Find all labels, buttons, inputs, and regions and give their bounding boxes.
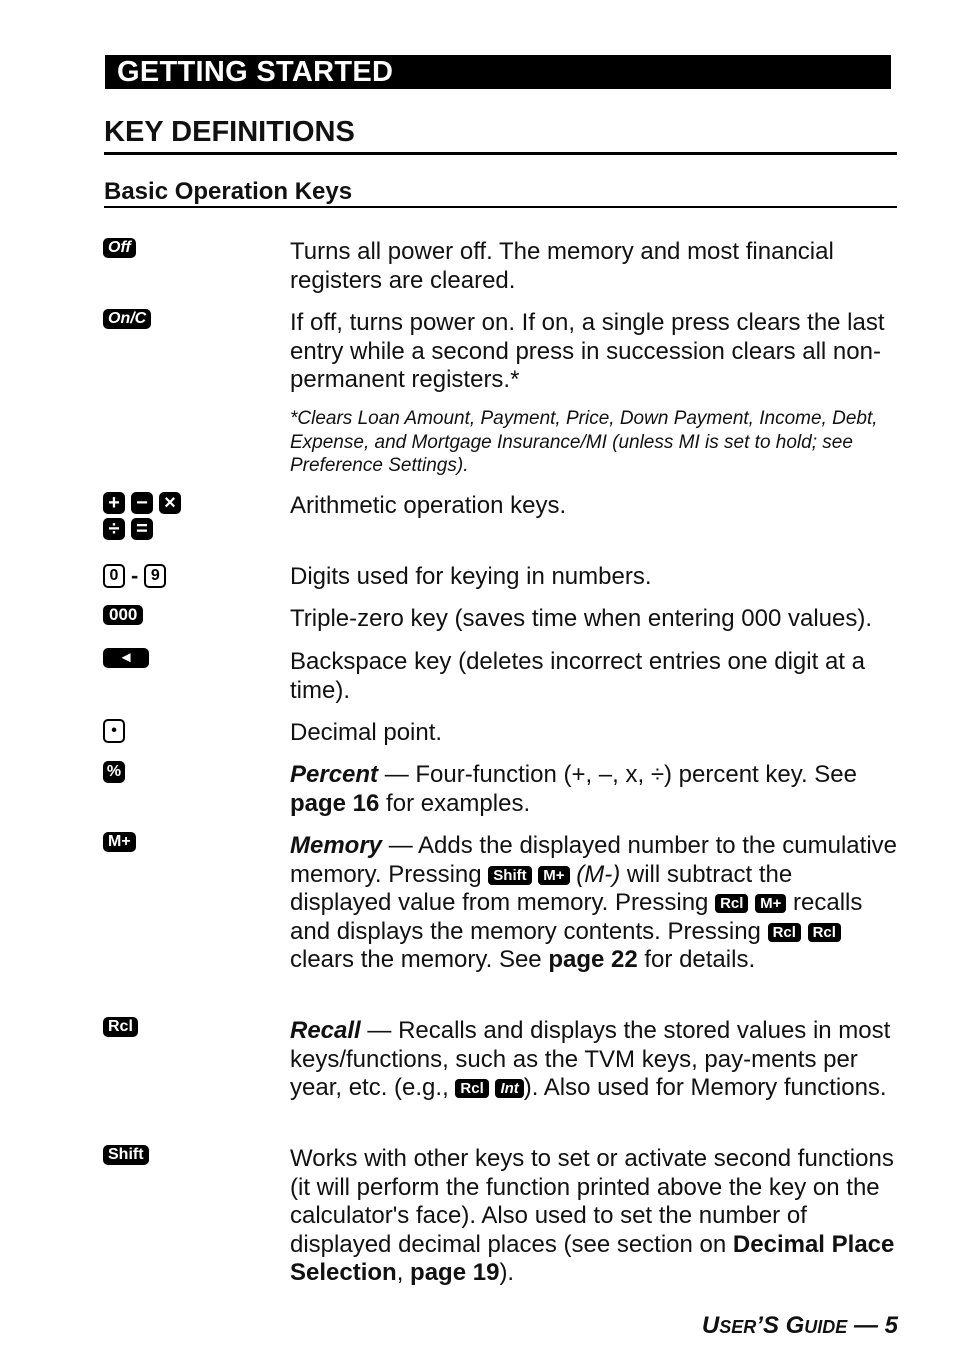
- recall-text2: ). Also used for Memory functions.: [523, 1074, 887, 1102]
- mplus-key-icon: M+: [538, 866, 569, 885]
- percent-text1: Four-function (+, –, x, ÷) percent key. See: [415, 761, 857, 788]
- footer-g: G: [785, 1312, 805, 1339]
- mplus-key-icon: M+: [103, 832, 136, 852]
- arith-description: Arithmetic operation keys.: [290, 492, 567, 519]
- key-cell: [103, 563, 166, 589]
- rcl-key-icon: Rcl: [715, 894, 748, 913]
- triple-zero-key-icon: 000: [103, 605, 143, 625]
- footer-uide: UIDE: [804, 1317, 848, 1337]
- memory-sep: —: [382, 832, 419, 859]
- digits-description: Digits used for keying in numbers.: [290, 563, 652, 590]
- nine-key-icon: 9: [144, 564, 166, 588]
- footer-u: U: [701, 1312, 720, 1339]
- plus-key-icon: +: [103, 492, 125, 514]
- recall-description: [290, 1017, 900, 1103]
- key-cell: [103, 761, 125, 783]
- onc-footnote: *Clears Loan Amount, Payment, Price, Down Payment, Income, Debt, Expense, and Mortgage Insurance/MI (unless MI is set to hold; see Preference Settings).: [290, 407, 878, 477]
- percent-description: [290, 761, 900, 818]
- minus-key-icon: −: [131, 492, 153, 514]
- mminus-label: (M-): [576, 860, 621, 888]
- shift-text1: Works with other keys to set or activate second functions (it will perform the function printed above the key on the calculator's face). Also used to set the number of displayed decimal places (see section on: [290, 1145, 894, 1258]
- memory-text2: will subtract the displayed value from memory. Pressing: [290, 860, 793, 917]
- key-cell: [103, 238, 136, 258]
- key-cell: [103, 832, 136, 852]
- decimal-key-icon: •: [103, 719, 125, 743]
- recall-sep: —: [360, 1017, 399, 1044]
- memory-text1: Adds the displayed number to the cumulative memory. Pressing: [290, 832, 897, 888]
- percent-page-ref: page 16: [290, 789, 380, 817]
- page-footer: [702, 1312, 898, 1340]
- off-key-icon: Off: [103, 238, 136, 258]
- key-cell: [103, 309, 151, 329]
- percent-text2: for examples.: [379, 789, 531, 817]
- int-key-icon: Int: [495, 1079, 523, 1098]
- recall-term: Recall: [290, 1017, 361, 1044]
- memory-page-ref: page 22: [548, 946, 638, 974]
- onc-description: [290, 309, 900, 478]
- shift-description: [290, 1145, 900, 1288]
- arith-key-group: [103, 492, 187, 540]
- percent-key-icon: %: [103, 761, 125, 783]
- off-description: Turns all power off. The memory and most financial registers are cleared.: [290, 238, 834, 294]
- decimal-description: Decimal point.: [290, 719, 443, 746]
- backspace-key-icon: ◄: [103, 648, 149, 668]
- equals-key-icon: =: [131, 518, 153, 540]
- title-divider: [104, 152, 897, 155]
- key-cell: [103, 1145, 149, 1165]
- onc-text: If off, turns power on. If on, a single press clears the last entry while a second press in succession clears all non-permanent registers.*: [290, 309, 885, 394]
- memory-text5: for details.: [637, 946, 756, 974]
- footer-apos: ’S: [756, 1312, 786, 1339]
- key-cell: [103, 605, 143, 625]
- subsection-divider: [104, 206, 897, 208]
- times-key-icon: ×: [159, 492, 181, 514]
- shift-key-icon: Shift: [103, 1145, 149, 1165]
- divide-key-icon: ÷: [103, 518, 125, 540]
- rcl-key-icon: Rcl: [455, 1079, 488, 1098]
- shift-key-icon: Shift: [488, 866, 531, 885]
- triple-zero-description: Triple-zero key (saves time when entering 000 values).: [290, 605, 873, 632]
- percent-sep: —: [378, 761, 416, 788]
- key-cell: [103, 648, 149, 668]
- digits-range-dash: -: [131, 563, 139, 588]
- recall-text1: Recalls and displays the stored values in most keys/functions, such as the TVM keys, pay-ments per year, etc. (e.g.,: [290, 1017, 891, 1102]
- rcl-key-icon: Rcl: [808, 923, 841, 942]
- onc-key-icon: On/C: [103, 309, 151, 329]
- shift-section-ref: Decimal Place Selection: [290, 1230, 895, 1287]
- footer-ser: SER: [719, 1317, 757, 1337]
- key-cell: [103, 1017, 138, 1037]
- page-title: KEY DEFINITIONS: [104, 116, 355, 148]
- backspace-description: Backspace key (deletes incorrect entries one digit at a time).: [290, 648, 865, 704]
- shift-page-ref: page 19: [410, 1259, 500, 1287]
- section-header: GETTING STARTED: [105, 55, 891, 89]
- rcl-key-icon: Rcl: [103, 1017, 138, 1037]
- percent-term: Percent: [290, 761, 379, 788]
- memory-description: [290, 832, 900, 975]
- memory-text4: clears the memory. See: [290, 946, 549, 974]
- zero-key-icon: 0: [103, 564, 125, 588]
- shift-text2: ).: [499, 1259, 515, 1287]
- key-cell: [103, 719, 125, 743]
- subsection-title: Basic Operation Keys: [104, 178, 353, 205]
- memory-text3: recalls and displays the memory contents. Pressing: [290, 889, 863, 945]
- key-cell: [103, 492, 187, 540]
- rcl-key-icon: Rcl: [768, 923, 801, 942]
- shift-comma: ,: [396, 1259, 411, 1287]
- mplus-key-icon: M+: [755, 894, 786, 913]
- footer-page-number: — 5: [847, 1312, 898, 1339]
- memory-term: Memory: [290, 832, 383, 859]
